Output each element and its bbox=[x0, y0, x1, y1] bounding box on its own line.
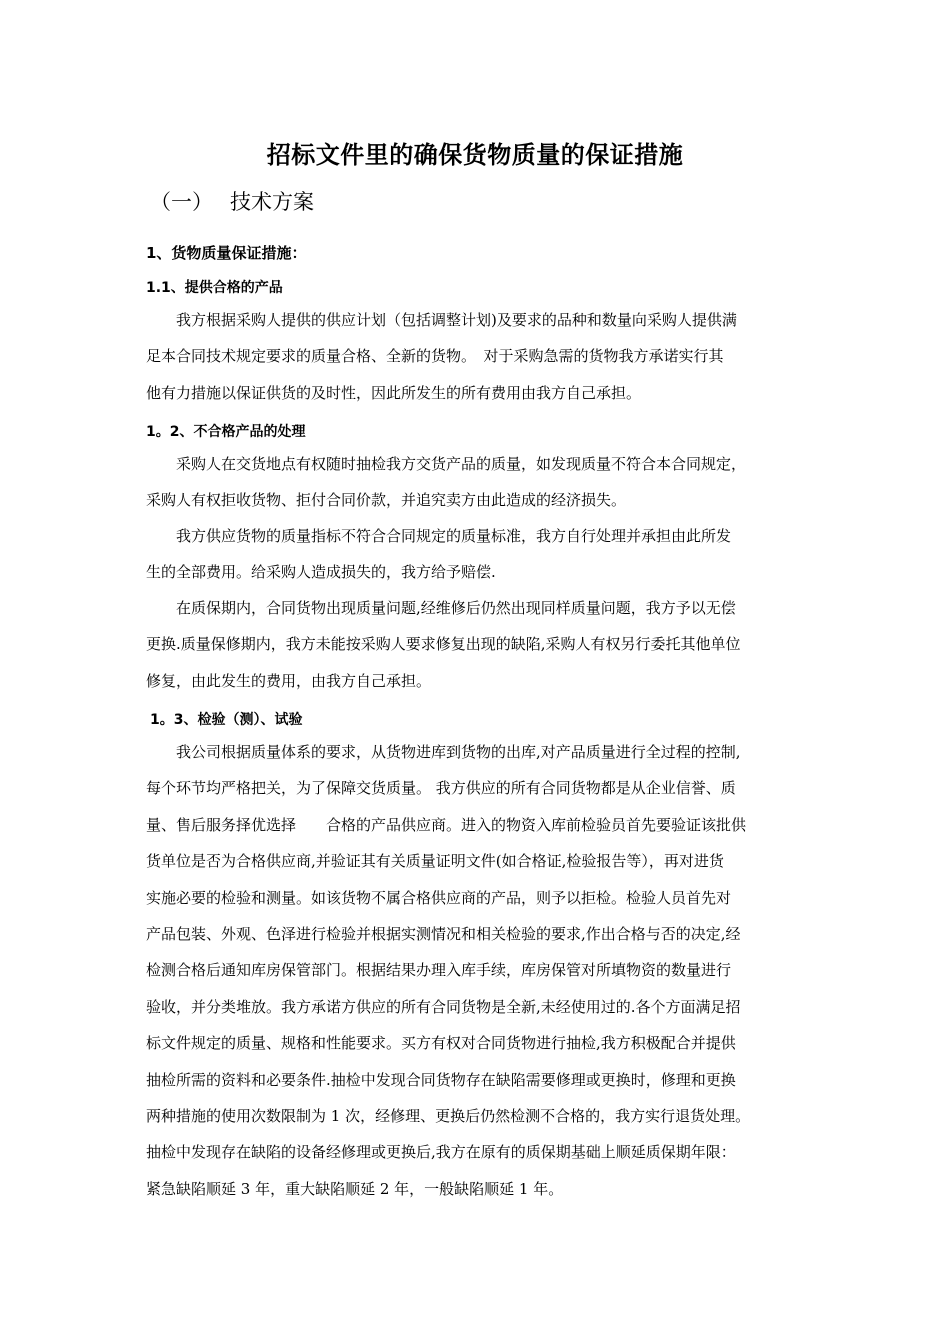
paragraph-1 bbox=[146, 302, 816, 411]
paragraph-line: 检测合格后通知库房保管部门。根据结果办理入库手续，库房保管对所填物资的数量进行 bbox=[146, 961, 732, 980]
paragraph-line: 更换.质量保修期内，我方未能按采购人要求修复出现的缺陷,采购人有权另行委托其他单位 bbox=[146, 635, 741, 654]
paragraph-line: 量、售后服务择优选择 合格的产品供应商。进入的物资入库前检验员首先要验证该批供 bbox=[146, 815, 747, 834]
paragraph-line: 标文件规定的质量、规格和性能要求。买方有权对合同货物进行抽检,我方积极配合并提供 bbox=[146, 1034, 736, 1053]
paragraph-line: 验收，并分类堆放。我方承诺方供应的所有合同货物是全新,未经使用过的.各个方面满足招 bbox=[146, 997, 741, 1016]
paragraph-2 bbox=[146, 446, 816, 519]
paragraph-5 bbox=[146, 734, 816, 1207]
paragraph-line: 产品包装、外观、色泽进行检验并根据实测情况和相关检验的要求,作出合格与否的决定,经 bbox=[146, 925, 741, 944]
paragraph-line: 紧急缺陷顺延 3 年，重大缺陷顺延 2 年，一般缺陷顺延 1 年。 bbox=[146, 1179, 564, 1198]
paragraph-line: 修复，由此发生的费用，由我方自己承担。 bbox=[146, 671, 432, 690]
paragraph-line: 采购人在交货地点有权随时抽检我方交货产品的质量，如发现质量不符合本合同规定， bbox=[146, 455, 747, 473]
paragraph-line: 我方供应货物的质量指标不符合合同规定的质量标准，我方自行处理并承担由此所发 bbox=[146, 527, 732, 545]
section-number: （一） bbox=[150, 190, 213, 214]
paragraph-line: 生的全部费用。给采购人造成损失的，我方给予赔偿. bbox=[146, 563, 496, 582]
section-label: 技术方案 bbox=[230, 190, 314, 214]
paragraph-line: 货单位是否为合格供应商,并验证其有关质量证明文件(如合格证,检验报告等），再对进货 bbox=[146, 852, 724, 871]
paragraph-3 bbox=[146, 518, 816, 591]
paragraph-line: 我公司根据质量体系的要求，从货物进库到货物的出库,对产品质量进行全过程的控制, bbox=[146, 743, 741, 761]
paragraph-line: 我方根据采购人提供的供应计划（包括调整计划)及要求的品种和数量向采购人提供满 bbox=[146, 311, 737, 329]
paragraph-line: 实施必要的检验和测量。如该货物不属合格供应商的产品，则予以拒检。检验人员首先对 bbox=[146, 888, 732, 907]
paragraph-line: 足本合同技术规定要求的质量合格、全新的货物。 对于采购急需的货物我方承诺实行其 bbox=[146, 347, 724, 366]
heading-1-2: 1。2、不合格产品的处理 bbox=[146, 424, 306, 440]
paragraph-line: 每个环节均严格把关，为了保障交货质量。 我方供应的所有合同货物都是从企业信誉、质 bbox=[146, 779, 736, 798]
heading-1-1: 1.1、提供合格的产品 bbox=[146, 280, 283, 296]
paragraph-line: 在质保期内，合同货物出现质量问题,经维修后仍然出现同样质量问题，我方予以无偿 bbox=[146, 599, 736, 617]
heading-1: 1、货物质量保证措施： bbox=[146, 244, 307, 262]
section-heading bbox=[150, 186, 314, 216]
heading-1-3: 1。3、检验（测）、试验 bbox=[150, 712, 303, 728]
paragraph-4 bbox=[146, 590, 816, 699]
document-title: 招标文件里的确保货物质量的保证措施 bbox=[266, 141, 684, 169]
paragraph-line: 抽检中发现存在缺陷的设备经修理或更换后,我方在原有的质保期基础上顺延质保期年限： bbox=[146, 1143, 736, 1162]
paragraph-line: 抽检所需的资料和必要条件.抽检中发现合同货物存在缺陷需要修理或更换时，修理和更换 bbox=[146, 1070, 736, 1089]
paragraph-line: 两种措施的使用次数限制为 1 次，经修理、更换后仍然检测不合格的，我方实行退货处理。 bbox=[146, 1107, 751, 1126]
paragraph-line: 采购人有权拒收货物、拒付合同价款，并追究卖方由此造成的经济损失。 bbox=[146, 491, 627, 510]
paragraph-line: 他有力措施以保证供货的及时性，因此所发生的所有费用由我方自己承担。 bbox=[146, 383, 642, 402]
